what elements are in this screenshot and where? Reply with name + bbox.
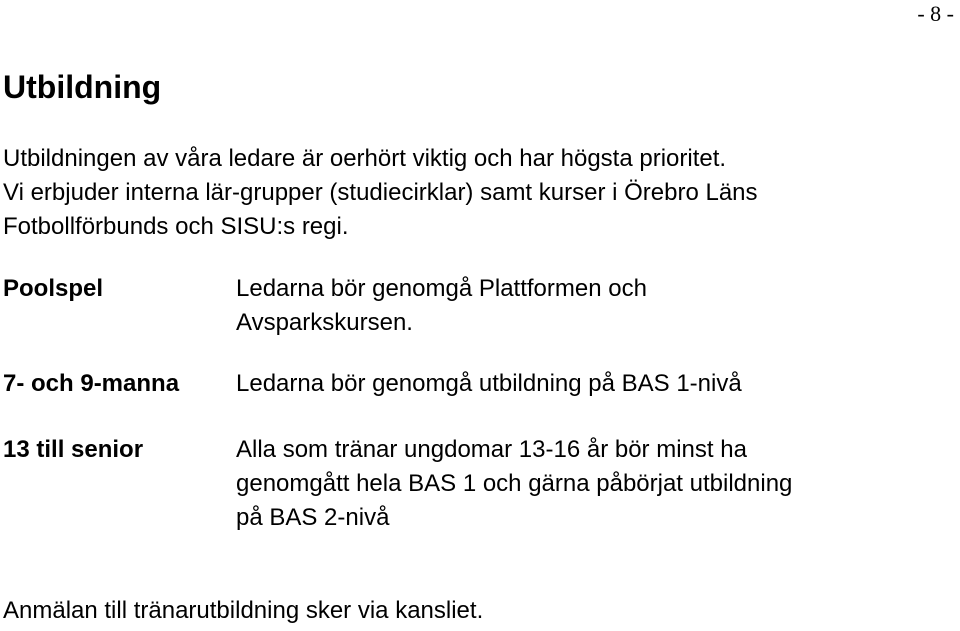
row-description — [236, 367, 742, 401]
intro-paragraph — [3, 142, 758, 244]
row-label: Poolspel — [3, 275, 104, 302]
row-description-line: Alla som tränar ungdomar 13-16 år bör minst ha — [236, 436, 747, 463]
row-label: 7- och 9-manna — [3, 370, 180, 397]
row-description-line: Ledarna bör genomgå utbildning på BAS 1-nivå — [236, 370, 742, 397]
row-description-line: genomgått hela BAS 1 och gärna påbörjat utbildning — [236, 470, 793, 497]
intro-line: Utbildningen av våra ledare är oerhört viktig och har högsta prioritet. — [3, 145, 727, 172]
row-description-line: Avsparkskursen. — [236, 309, 413, 336]
row-label: 13 till senior — [3, 436, 144, 463]
row-description — [236, 433, 792, 535]
footer-note: Anmälan till tränarutbildning sker via kansliet. — [3, 597, 484, 624]
row-description-line: på BAS 2-nivå — [236, 504, 390, 531]
page-title: Utbildning — [3, 69, 162, 105]
row-description — [236, 272, 647, 340]
row-description-line: Ledarna bör genomgå Plattformen och — [236, 275, 647, 302]
intro-line: Vi erbjuder interna lär-grupper (studiecirklar) samt kurser i Örebro Läns — [3, 179, 758, 206]
intro-line: Fotbollförbunds och SISU:s regi. — [3, 213, 349, 240]
page-number: - 8 - — [917, 1, 954, 26]
